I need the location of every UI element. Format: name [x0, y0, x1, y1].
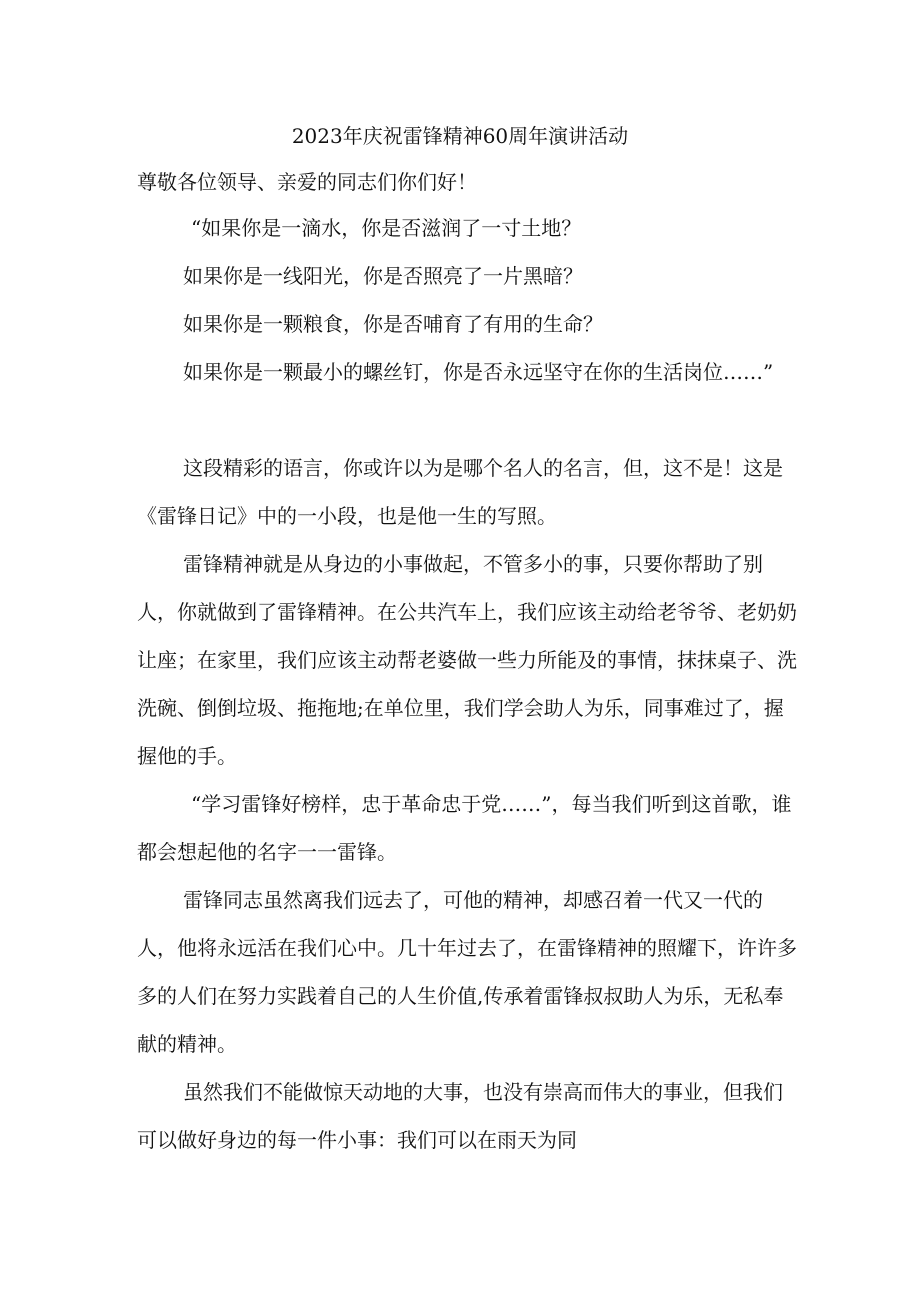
document-title: 2023年庆祝雷锋精神60周年演讲活动: [291, 124, 629, 148]
paragraph-diary-note: 这段精彩的语言，你或许以为是哪个名人的名言，但，这不是！这是《雷锋日记》中的一小段，也是他一生的写照。: [137, 456, 783, 528]
quote-line-2: 如果你是一线阳光，你是否照亮了一片黑暗？: [183, 264, 583, 288]
paragraph-song: “学习雷锋好榜样，忠于革命忠于党……”，每当我们听到这首歌，谁都会想起他的名字一一雷锋。: [137, 792, 792, 864]
quote-line-3: 如果你是一颗粮食，你是否哺育了有用的生命？: [183, 312, 603, 336]
quote-line-4: 如果你是一颗最小的螺丝钉，你是否永远坚守在你的生活岗位……”: [183, 360, 774, 384]
quote-line-1: “如果你是一滴水，你是否滋润了一寸土地？: [191, 216, 582, 240]
salutation: 尊敬各位领导、亲爱的同志们你们好！: [137, 170, 477, 194]
paragraph-legacy: 雷锋同志虽然离我们远去了，可他的精神，却感召着一代又一代的人，他将永远活在我们心中。几十年过去了，在雷锋精神的照耀下，许许多多的人们在努力实践着自己的人生价值,传承着雷锋叔叔助人为乐，无私奉献的精神。: [137, 888, 797, 1056]
paragraph-everyday: 虽然我们不能做惊天动地的大事，也没有崇高而伟大的事业，但我们可以做好身边的每一件小事：我们可以在雨天为同: [137, 1080, 783, 1152]
paragraph-small-deeds: 雷锋精神就是从身边的小事做起，不管多小的事，只要你帮助了别人，你就做到了雷锋精神。在公共汽车上，我们应该主动给老爷爷、老奶奶让座；在家里，我们应该主动帮老婆做一些力所能及的事情，抹抹桌子、洗洗碗、倒倒垃圾、拖拖地;在单位里，我们学会助人为乐，同事难过了，握握他的手。: [137, 552, 797, 768]
